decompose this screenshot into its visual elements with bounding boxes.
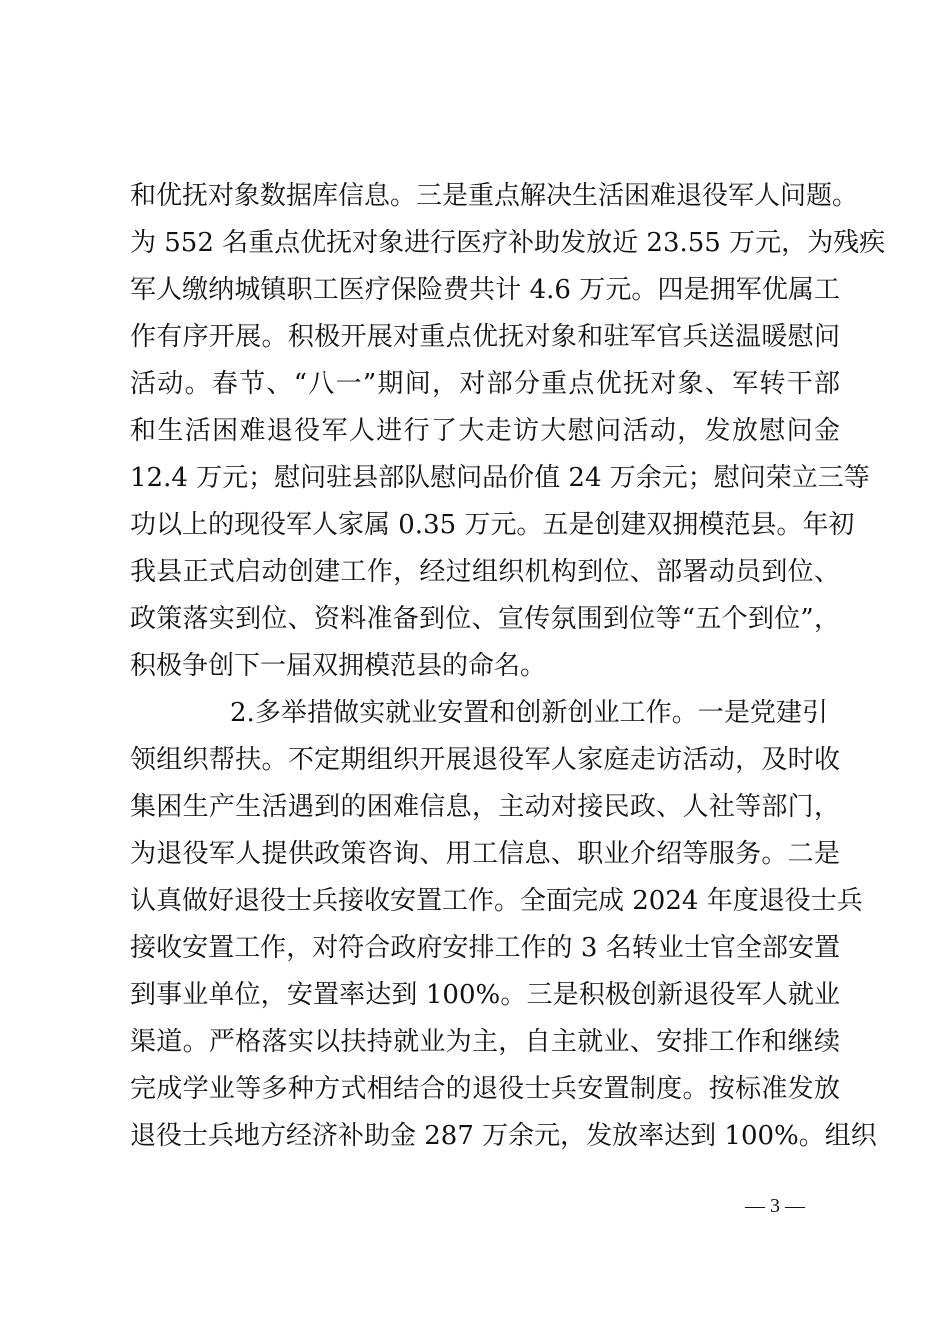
page-number: — 3 — [745, 1195, 805, 1217]
text-line: 12.4 万元；慰问驻县部队慰问品价值 24 万余元；慰问荣立三等 [130, 463, 870, 493]
text-line: 接收安置工作，对符合政府安排工作的 3 名转业士官全部安置 [130, 933, 840, 963]
text-line: 功以上的现役军人家属 0.35 万元。五是创建双拥模范县。年初 [130, 510, 855, 540]
text-line: 我县正式启动创建工作，经过组织机构到位、部署动员到位、 [130, 557, 840, 587]
text-line: 作有序开展。积极开展对重点优抚对象和驻军官兵送温暖慰问 [130, 322, 840, 352]
text-line: 活动。春节、“八一”期间，对部分重点优抚对象、军转干部 [130, 369, 840, 399]
text-line: 完成学业等多种方式相结合的退役士兵安置制度。按标准发放 [130, 1074, 840, 1104]
text-line: 政策落实到位、资料准备到位、宣传氛围到位等“五个到位”， [130, 604, 840, 634]
text-line: 退役士兵地方经济补助金 287 万余元，发放率达到 100%。组织 [130, 1121, 877, 1151]
text-line: 到事业单位，安置率达到 100%。三是积极创新退役军人就业 [130, 980, 840, 1010]
text-line: 积极争创下一届双拥模范县的命名。 [130, 651, 547, 681]
text-line: 集困生产生活遇到的困难信息，主动对接民政、人社等部门， [130, 792, 840, 822]
text-line: 为退役军人提供政策咨询、用工信息、职业介绍等服务。二是 [130, 839, 840, 869]
text-line: 认真做好退役士兵接收安置工作。全面完成 2024 年度退役士兵 [130, 886, 863, 916]
section-heading-line: 2.多举措做实就业安置和创新创业工作。一是党建引 [230, 698, 828, 728]
text-line: 和优抚对象数据库信息。三是重点解决生活困难退役军人问题。 [130, 181, 859, 211]
text-line: 渠道。严格落实以扶持就业为主，自主就业、安排工作和继续 [130, 1027, 840, 1057]
text-line: 军人缴纳城镇职工医疗保险费共计 4.6 万元。四是拥军优属工 [130, 275, 840, 305]
text-line: 和生活困难退役军人进行了大走访大慰问活动，发放慰问金 [130, 416, 840, 446]
text-line: 为 552 名重点优抚对象进行医疗补助发放近 23.55 万元，为残疾 [130, 228, 886, 258]
text-line: 领组织帮扶。不定期组织开展退役军人家庭走访活动，及时收 [130, 745, 840, 775]
